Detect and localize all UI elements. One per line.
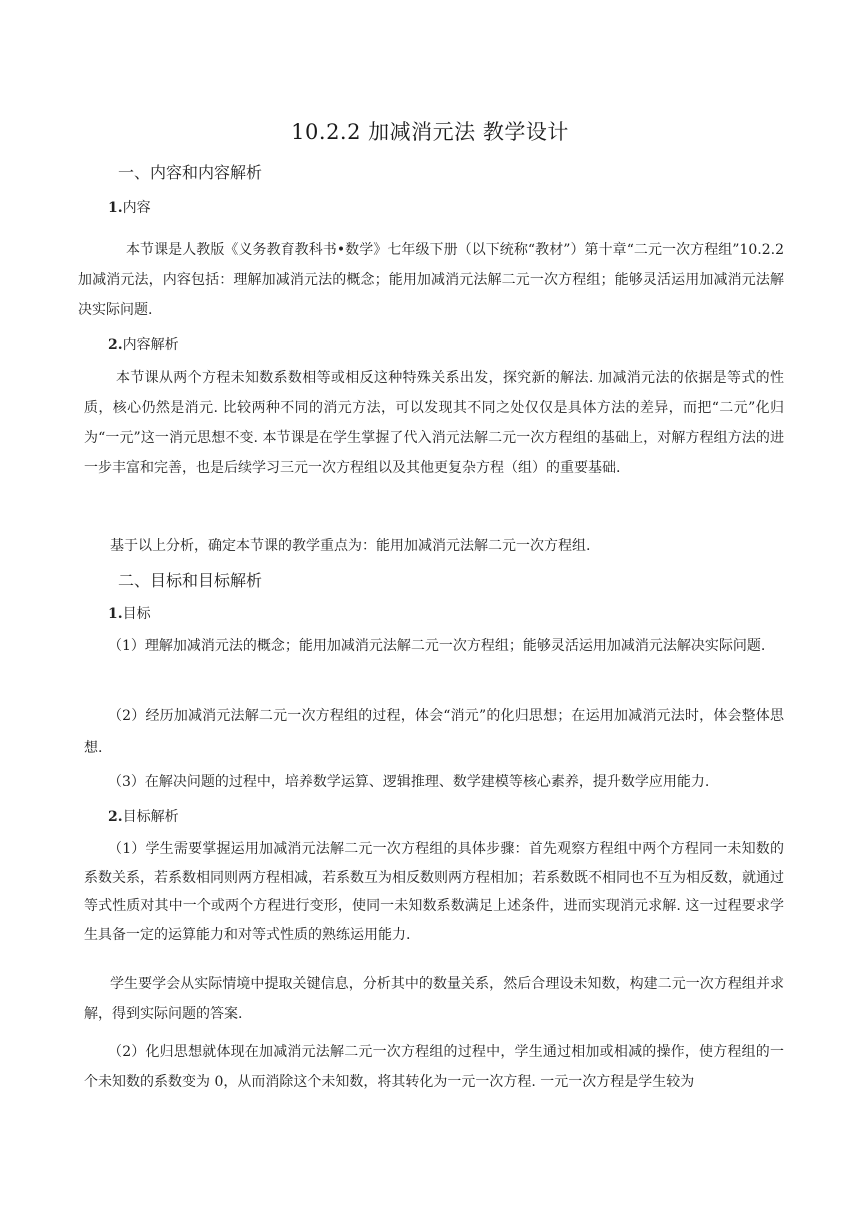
subheading-content-analysis [108,334,179,354]
paragraph-content: 本节课是人教版《义务教育教科书•数学》七年级下册（以下统称“教材”）第十章“二元一次方程组”10.2.2加减消元法，内容包括：理解加减消元法的概念；能用加减消元法解二元一次方程组；能够灵活运用加减消元法解决实际问题. [78,242,784,318]
goal-item-2: （2）经历加减消元法解二元一次方程组的过程，体会“消元”的化归思想；在运用加减消元法时，体会整体思想. [84,708,784,756]
subheading-label: 内容 [122,200,151,216]
section-heading-goals: 二、目标和目标解析 [118,571,263,590]
paragraph-content-analysis: 本节课从两个方程未知数系数相等或相反这种特殊关系出发，探究新的解法. 加减消元法的依据是等式的性质，核心仍然是消元. 比较两种不同的消元方法，可以发现其不同之处仅仅是具体方法的差异，而把“二元”化归为“一元”这一消元思想不变. 本节课是在学生掌握了代入消元法解二元一次方程组的基础上，对解方程组方法的进一步丰富和完善，也是后续学习三元一次方程组以及其他更复杂方程（组）的重要基础. [84,370,784,476]
subheading-label: 目标 [122,606,151,622]
paragraph-key-point: 基于以上分析，确定本节课的教学重点为：能用加减消元法解二元一次方程组. [110,538,591,554]
analysis-paragraph-1: （1）学生需要掌握运用加减消元法解二元一次方程组的具体步骤：首先观察方程组中两个方程同一未知数的系数关系，若系数相同则两方程相减，若系数互为相反数则两方程相加；若系数既不相同也不互为相反数，就通过等式性质对其中一个或两个方程进行变形，使同一未知数系数满足上述条件，进而实现消元求解. 这一过程要求学生具备一定的运算能力和对等式性质的熟练运用能力. [84,841,784,943]
subheading-label: 目标解析 [122,809,179,825]
subheading-number: 2. [108,337,123,353]
subheading-goals [108,603,151,623]
subheading-number: 1. [108,200,123,216]
goal-item-3: （3）在解决问题的过程中，培养数学运算、逻辑推理、数学建模等核心素养，提升数学应用能力. [108,774,710,790]
page-title: 10.2.2 加减消元法 教学设计 [291,120,569,144]
subheading-number: 2. [108,809,123,825]
subheading-goal-analysis [108,806,179,826]
subheading-content [108,197,151,217]
goal-item-1: （1）理解加减消元法的概念；能用加减消元法解二元一次方程组；能够灵活运用加减消元法解决实际问题. [108,638,766,654]
subheading-number: 1. [108,606,123,622]
analysis-paragraph-2: 学生要学会从实际情境中提取关键信息，分析其中的数量关系，然后合理设未知数，构建二元一次方程组并求解，得到实际问题的答案. [84,976,784,1022]
section-heading-content: 一、内容和内容解析 [118,163,263,182]
subheading-label: 内容解析 [122,337,179,353]
analysis-paragraph-3: （2）化归思想就体现在加减消元法解二元一次方程组的过程中，学生通过相加或相减的操作，使方程组的一个未知数的系数变为 0，从而消除这个未知数，将其转化为一元一次方程. 一元一次方程是学生较为 [84,1044,784,1090]
